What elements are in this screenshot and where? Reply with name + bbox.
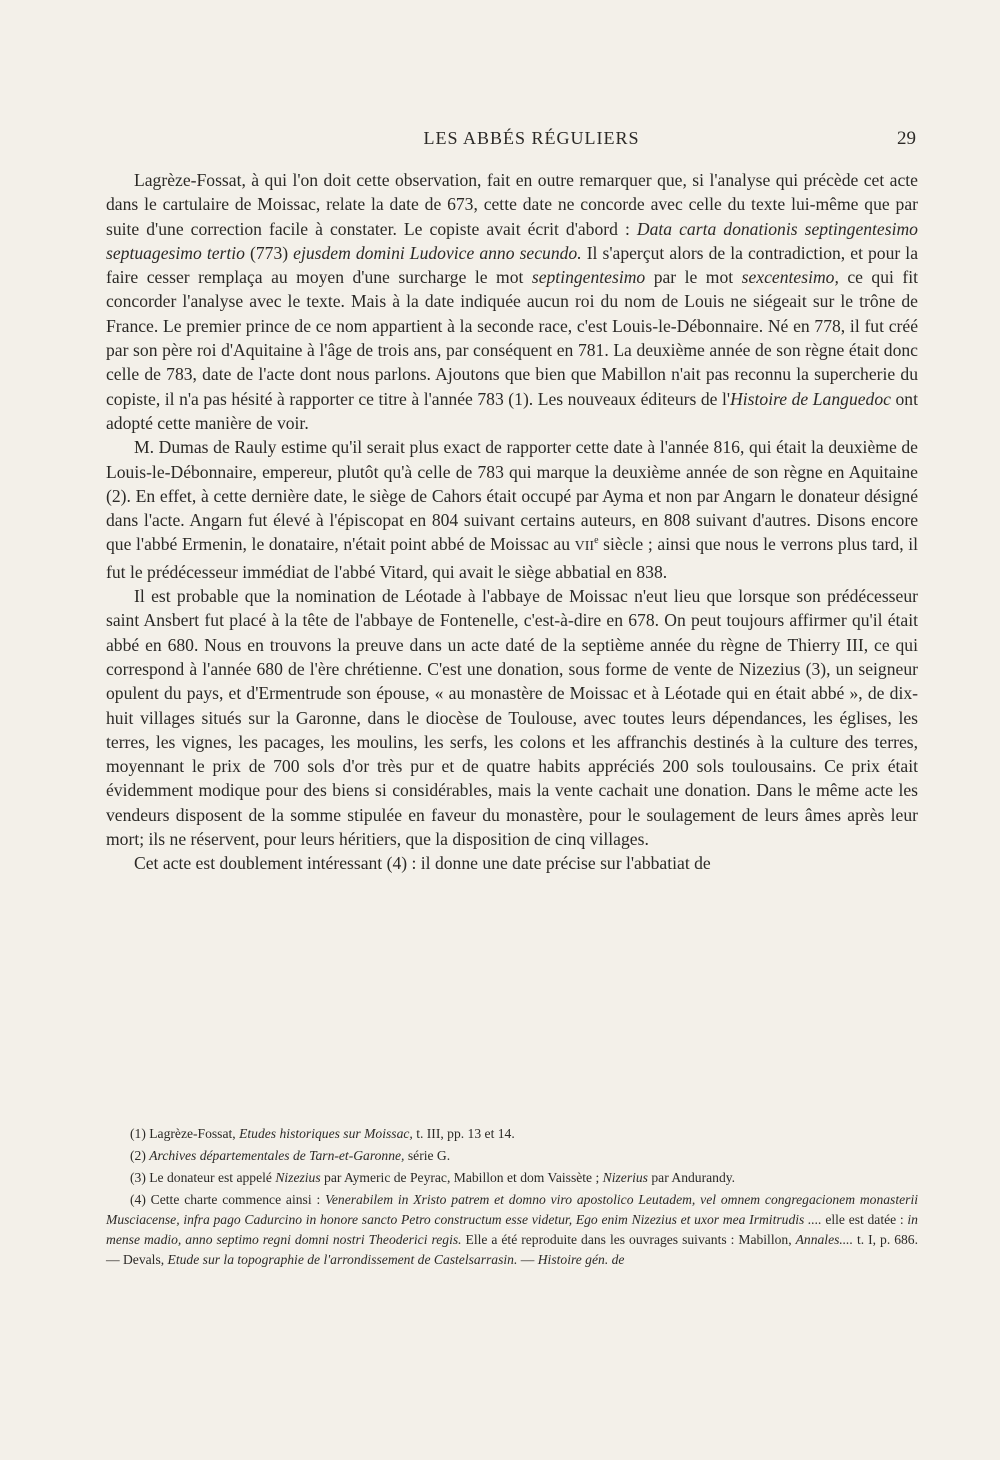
fn3-name-2: Nizerius [602,1170,648,1185]
fn1-title: Etudes historiques sur Moissac, [239,1126,413,1141]
paragraph-2 [106,435,918,584]
fn2-c: série G. [404,1148,451,1163]
p2-text-b: siècle ; ainsi que nous le verrons plus tard, il fut le prédécesseur immédiat de l'abbé Vitard, qui avait le siège abbatial en 838. [106,534,918,582]
p2-text-a: M. Dumas de Rauly estime qu'il serait plus exact de rapporter cette date à l'année 816, qui était la deuxième de Louis-le-Débonnaire, empereur, plutôt qu'à celle de 783 qui marque la deuxième année de son règne en Aquitaine (2). En effet, à cette dernière date, le siège de Cahors était occupé par Ayma et non par Angarn le donateur désigné dans l'acte. Angarn fut élevé à l'épiscopat en 804 suivant certains auteurs, en 808 suivant d'autres. Disons encore que l'abbé Ermenin, le donataire, n'était point abbé de Moissac au [106,437,918,555]
p1-latin-quote-1: Data carta donationis septingentesimo septuagesimo tertio [106,218,918,263]
p2-century-numeral: VII [574,539,595,555]
footnotes [106,1124,918,1270]
fn3-e: par Andurandy. [647,1170,736,1185]
footnote-1 [106,1124,918,1144]
p1-latin-word-1: septingentesimo [531,267,646,288]
page-number: 29 [897,128,916,149]
fn4-a: (4) Cette charte commence ainsi : [130,1192,326,1207]
p2-century-suffix: e [594,535,599,547]
fn3-c: par Aymeric de Peyrac, Mabillon et dom Vaissète ; [320,1170,603,1185]
p1-text-g: par le mot [645,267,742,288]
fn4-i: — [517,1252,538,1267]
fn4-date-quote: in mense madio, anno septimo regni domni nostri Theoderici regis. [106,1212,918,1247]
p1-text-a: Lagrèze-Fossat, à qui l'on doit cette observation, fait en outre remarquer que, si l'analyse qui précède cet acte dans le cartulaire de Moissac, relate la date de 673, cette date ne concorde avec celle du texte lui-même que par suite d'une correction facile à constater. Le copiste avait écrit d'abord : [106,170,918,239]
fn1-c: t. III, pp. 13 et 14. [412,1126,515,1141]
p1-text-e: Il s'aperçut alors de la contradiction, et pour la faire cesser remplaça au moyen d'une surcharge le mot [106,242,919,288]
fn2-title: Archives départementales de Tarn-et-Garonne, [149,1148,405,1163]
p1-text-i: ce qui fit concorder l'analyse avec le texte. Mais à la date indiquée aucun roi du nom de Louis ne siégeait sur le trône de France. Le premier prince de ce nom appartient à la seconde race, c'est Louis-le-Débonnaire. Né en 778, il fut créé par son père roi d'Aquitaine à l'âge de trois ans, par conséquent en 781. La deuxième année de son règne était donc celle de 783, date de l'acte dont nous parlons. Ajoutons que bien que Mabillon n'ait pas reconnu la supercherie du copiste, il n'a pas hésité à rapporter ce titre à l'année 783 (1). Les nouveaux éditeurs de l' [106,267,918,409]
fn1-a: (1) Lagrèze-Fossat, [130,1126,240,1141]
fn4-g: t. I, p. 686. — Devals, [106,1232,918,1267]
body-text [106,168,918,876]
fn4-e: Elle a été reproduite dans les ouvrages suivants : Mabillon, [461,1232,796,1247]
fn2-a: (2) [130,1148,150,1163]
p1-latin-quote-2: ejusdem domini Ludovice anno secundo. [293,242,582,263]
paragraph-4: Cet acte est doublement intéressant (4) : il donne une date précise sur l'abbatiat de [134,853,711,874]
running-title: LES ABBÉS RÉGULIERS [423,128,640,148]
footnote-3 [106,1168,918,1188]
p1-text-k: ont adopté cette manière de voir. [106,388,918,433]
paragraph-1 [106,168,918,435]
fn4-annales: Annales.... [795,1232,853,1247]
p2-century [575,534,599,554]
fn4-c: elle est datée : [821,1212,908,1227]
fn3-a: (3) Le donateur est appelé [130,1170,276,1185]
fn3-name-1: Nizezius [275,1170,321,1185]
footnote-4 [106,1190,918,1270]
running-head [106,128,916,150]
paragraph-3: Il est probable que la nomination de Léotade à l'abbaye de Moissac n'eut lieu que lorsque son prédécesseur saint Ansbert fut placé à la tête de l'abbaye de Fontenelle, c'est-à-dire en 678. On peut toujours affirmer qu'il était abbé en 680. Nous en trouvons la preuve dans un acte daté de la septième année du règne de Thierry III, ce qui correspond à l'année 680 de l'ère chrétienne. C'est une donation, sous forme de vente de Nizezius (3), un seigneur opulent du pays, et d'Ermentrude son épouse, « au monastère de Moissac et à Léotade qui en était abbé », de dix-huit villages situés sur la Garonne, dans le diocèse de Toulouse, avec toutes leurs dépendances, les églises, les terres, les vignes, les pacages, les moulins, les serfs, les colons et les affranchis destinés à la culture des terres, moyennant le prix de 700 sols d'or très pur et de quatre habits appréciés 200 sols toulousains. Ce prix était évidemment modique pour des biens si considérables, mais la vente cachait une donation. Dans le même acte les vendeurs disposent de la somme stipulée en faveur du monastère, pour le soulagement de leurs âmes après leur mort; ils ne réservent, pour leurs héritiers, que la disposition de cinq villages. [106,586,918,850]
footnote-2 [106,1146,918,1166]
p1-text-c: (773) [244,242,294,263]
p1-book-title: Histoire de Languedoc [730,388,891,409]
fn4-histoire: Histoire gén. de [537,1252,625,1267]
fn4-charter-quote: Venerabilem in Xristo patrem et domno viro apostolico Leutadem, vel omnem congregacionem monasterii Musciacense, infra pago Cadurcino in honore sancto Petro constructum esse videtur, Ego enim Nizezius et uxor mea Irmitrudis .... [106,1192,918,1227]
fn4-devals-title: Etude sur la topographie de l'arrondissement de Castelsarrasin. [167,1252,518,1267]
p1-latin-word-2: sexcentesimo, [741,267,839,288]
